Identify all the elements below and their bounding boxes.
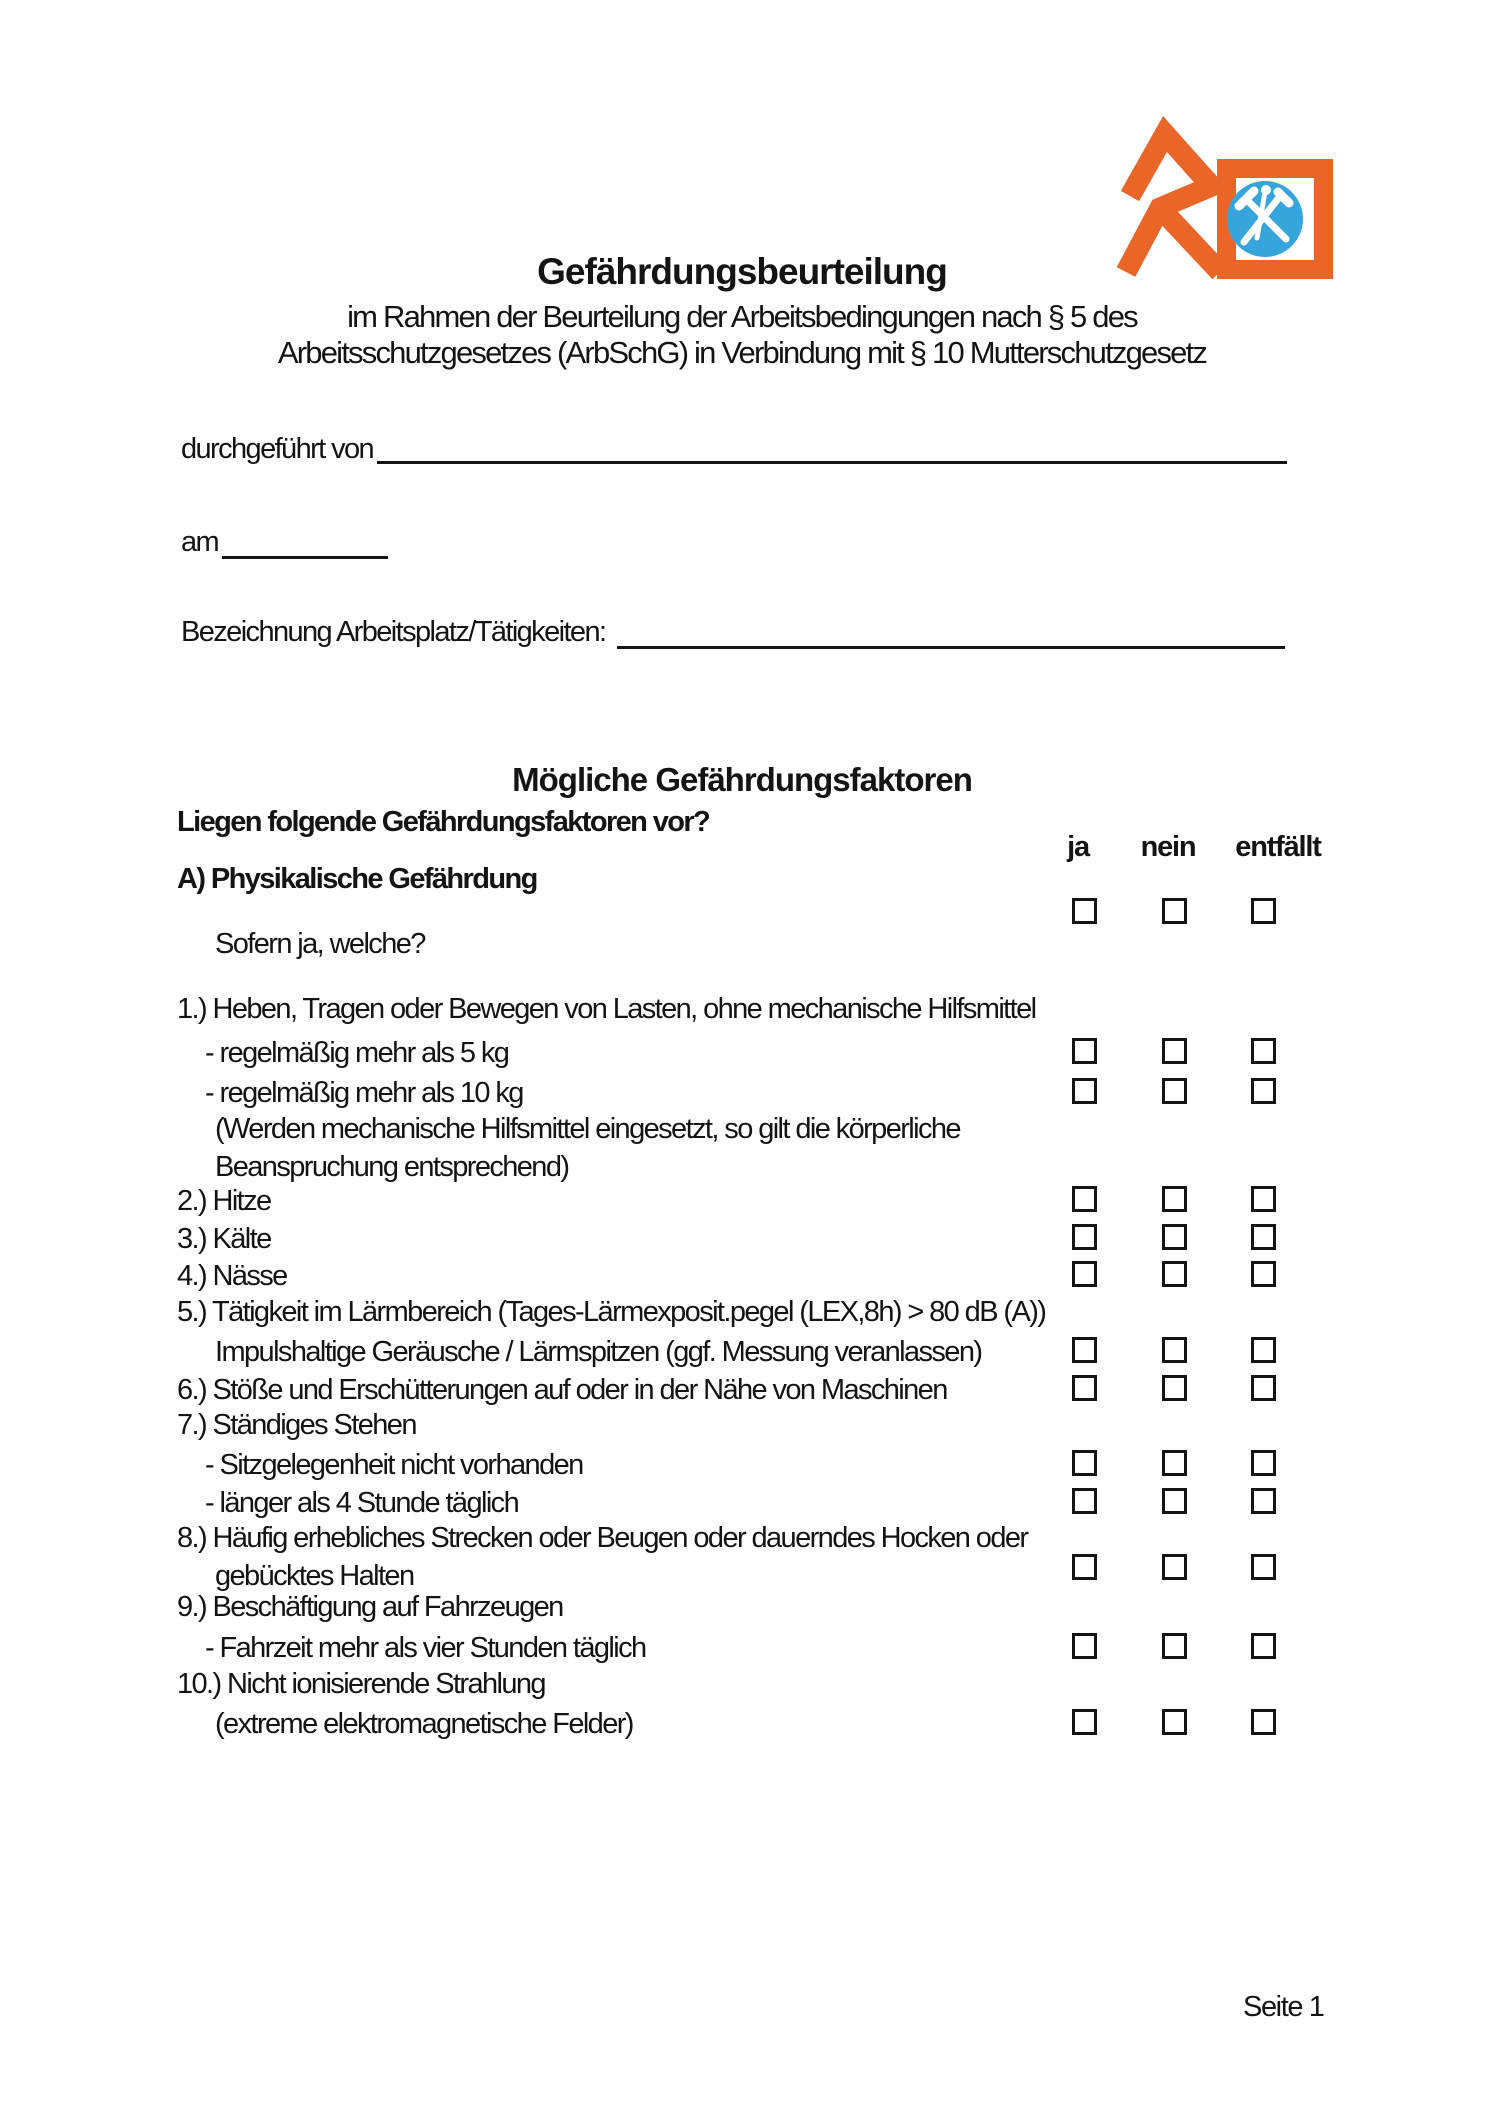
page-subtitle <box>0 299 1484 371</box>
page-title: Gefährdungsbeurteilung <box>537 251 947 292</box>
checkbox-nein[interactable] <box>1162 1261 1187 1287</box>
conducted-by-input-line[interactable] <box>377 461 1287 464</box>
checkbox-nein[interactable] <box>1162 1078 1187 1104</box>
factor-item: 1.) Heben, Tragen oder Bewegen von Lasten, ohne mechanische Hilfsmittel <box>177 993 1036 1025</box>
subtitle-line-1: im Rahmen der Beurteilung der Arbeitsbedingungen nach § 5 des <box>347 299 1137 334</box>
page-number: Seite 1 <box>1243 1991 1324 2023</box>
checkbox-nein[interactable] <box>1162 1450 1187 1476</box>
checkbox-ja[interactable] <box>1072 1186 1097 1212</box>
column-header-ja: ja <box>1067 831 1089 863</box>
checkbox-ja[interactable] <box>1072 1488 1097 1514</box>
checkbox-entfaellt[interactable] <box>1251 1633 1276 1659</box>
checkbox-nein[interactable] <box>1162 1554 1187 1580</box>
checkbox-nein[interactable] <box>1162 1488 1187 1514</box>
factor-item: 8.) Häufig erhebliches Strecken oder Beugen oder dauerndes Hocken oder gebücktes Halten <box>0 1519 1500 1595</box>
workplace-label: Bezeichnung Arbeitsplatz/Tätigkeiten: <box>181 616 606 648</box>
group-a-prompt: Sofern ja, welche? <box>215 928 425 960</box>
checkbox-entfaellt[interactable] <box>1251 1224 1276 1250</box>
checkbox-ja[interactable] <box>1072 1224 1097 1250</box>
checkbox-nein[interactable] <box>1162 1709 1187 1735</box>
checkbox-ja[interactable] <box>1072 1450 1097 1476</box>
checkbox-nein[interactable] <box>1162 1038 1187 1064</box>
factor-item: 10.) Nicht ionisierende Strahlung <box>177 1668 545 1700</box>
workplace-input-line[interactable] <box>617 646 1285 649</box>
checkbox-nein[interactable] <box>1162 1633 1187 1659</box>
factor-item: 5.) Tätigkeit im Lärmbereich (Tages-Lärmexposit.pegel (LEX,8h) > 80 dB (A)) <box>177 1296 1046 1328</box>
factor-item: 3.) Kälte <box>0 1220 1500 1258</box>
factor-item: 9.) Beschäftigung auf Fahrzeugen <box>177 1591 563 1623</box>
factor-item: (extreme elektromagnetische Felder) <box>0 1705 1500 1743</box>
checkbox-entfaellt[interactable] <box>1251 1554 1276 1580</box>
checkbox-ja[interactable] <box>1072 1709 1097 1735</box>
checkbox-ja[interactable] <box>1072 1261 1097 1287</box>
conducted-by-label: durchgeführt von <box>181 433 374 465</box>
checkbox-entfaellt[interactable] <box>1251 1488 1276 1514</box>
group-a-title: A) Physikalische Gefährdung <box>177 863 537 895</box>
checkbox-ja[interactable] <box>1072 1375 1097 1401</box>
factor-item: - Fahrzeit mehr als vier Stunden täglich <box>0 1629 1500 1667</box>
date-label: am <box>181 526 219 558</box>
date-input-line[interactable] <box>222 556 388 559</box>
checkbox-entfaellt[interactable] <box>1251 898 1276 924</box>
factor-item: 4.) Nässe <box>0 1257 1500 1295</box>
factor-item: 7.) Ständiges Stehen <box>177 1409 416 1441</box>
checkbox-entfaellt[interactable] <box>1251 1709 1276 1735</box>
checkbox-ja[interactable] <box>1072 898 1097 924</box>
section-heading: Mögliche Gefährdungsfaktoren <box>512 761 972 798</box>
column-header-entfaellt: entfällt <box>1235 831 1321 863</box>
factor-item: - länger als 4 Stunde täglich <box>0 1484 1500 1522</box>
factor-item: - regelmäßig mehr als 5 kg <box>0 1034 1500 1072</box>
checkbox-entfaellt[interactable] <box>1251 1337 1276 1363</box>
checkbox-nein[interactable] <box>1162 898 1187 924</box>
checkbox-entfaellt[interactable] <box>1251 1450 1276 1476</box>
checkbox-entfaellt[interactable] <box>1251 1038 1276 1064</box>
subtitle-line-2: Arbeitsschutzgesetzes (ArbSchG) in Verbindung mit § 10 Mutterschutzgesetz <box>277 335 1207 370</box>
checkbox-ja[interactable] <box>1072 1554 1097 1580</box>
checkbox-ja[interactable] <box>1072 1633 1097 1659</box>
factor-note: (Werden mechanische Hilfsmittel eingesetzt, so gilt die körperliche Beanspruchung entsprechend) <box>215 1113 960 1183</box>
checkbox-nein[interactable] <box>1162 1337 1187 1363</box>
factor-item: - Sitzgelegenheit nicht vorhanden <box>0 1446 1500 1484</box>
checkbox-entfaellt[interactable] <box>1251 1375 1276 1401</box>
checkbox-entfaellt[interactable] <box>1251 1186 1276 1212</box>
factor-item: 6.) Stöße und Erschütterungen auf oder in der Nähe von Maschinen <box>0 1371 1500 1409</box>
factor-item: 2.) Hitze <box>0 1182 1500 1220</box>
column-header-nein: nein <box>1140 831 1196 863</box>
checkbox-ja[interactable] <box>1072 1038 1097 1064</box>
checkbox-entfaellt[interactable] <box>1251 1261 1276 1287</box>
factor-item: - regelmäßig mehr als 10 kg <box>0 1074 1500 1112</box>
checkbox-nein[interactable] <box>1162 1186 1187 1212</box>
checkbox-ja[interactable] <box>1072 1078 1097 1104</box>
checkbox-nein[interactable] <box>1162 1224 1187 1250</box>
checkbox-entfaellt[interactable] <box>1251 1078 1276 1104</box>
document-header <box>0 250 1484 371</box>
factors-question: Liegen folgende Gefährdungsfaktoren vor? <box>177 806 710 838</box>
checkbox-ja[interactable] <box>1072 1337 1097 1363</box>
checkbox-nein[interactable] <box>1162 1375 1187 1401</box>
factor-item: Impulshaltige Geräusche / Lärmspitzen (ggf. Messung veranlassen) <box>0 1333 1500 1371</box>
